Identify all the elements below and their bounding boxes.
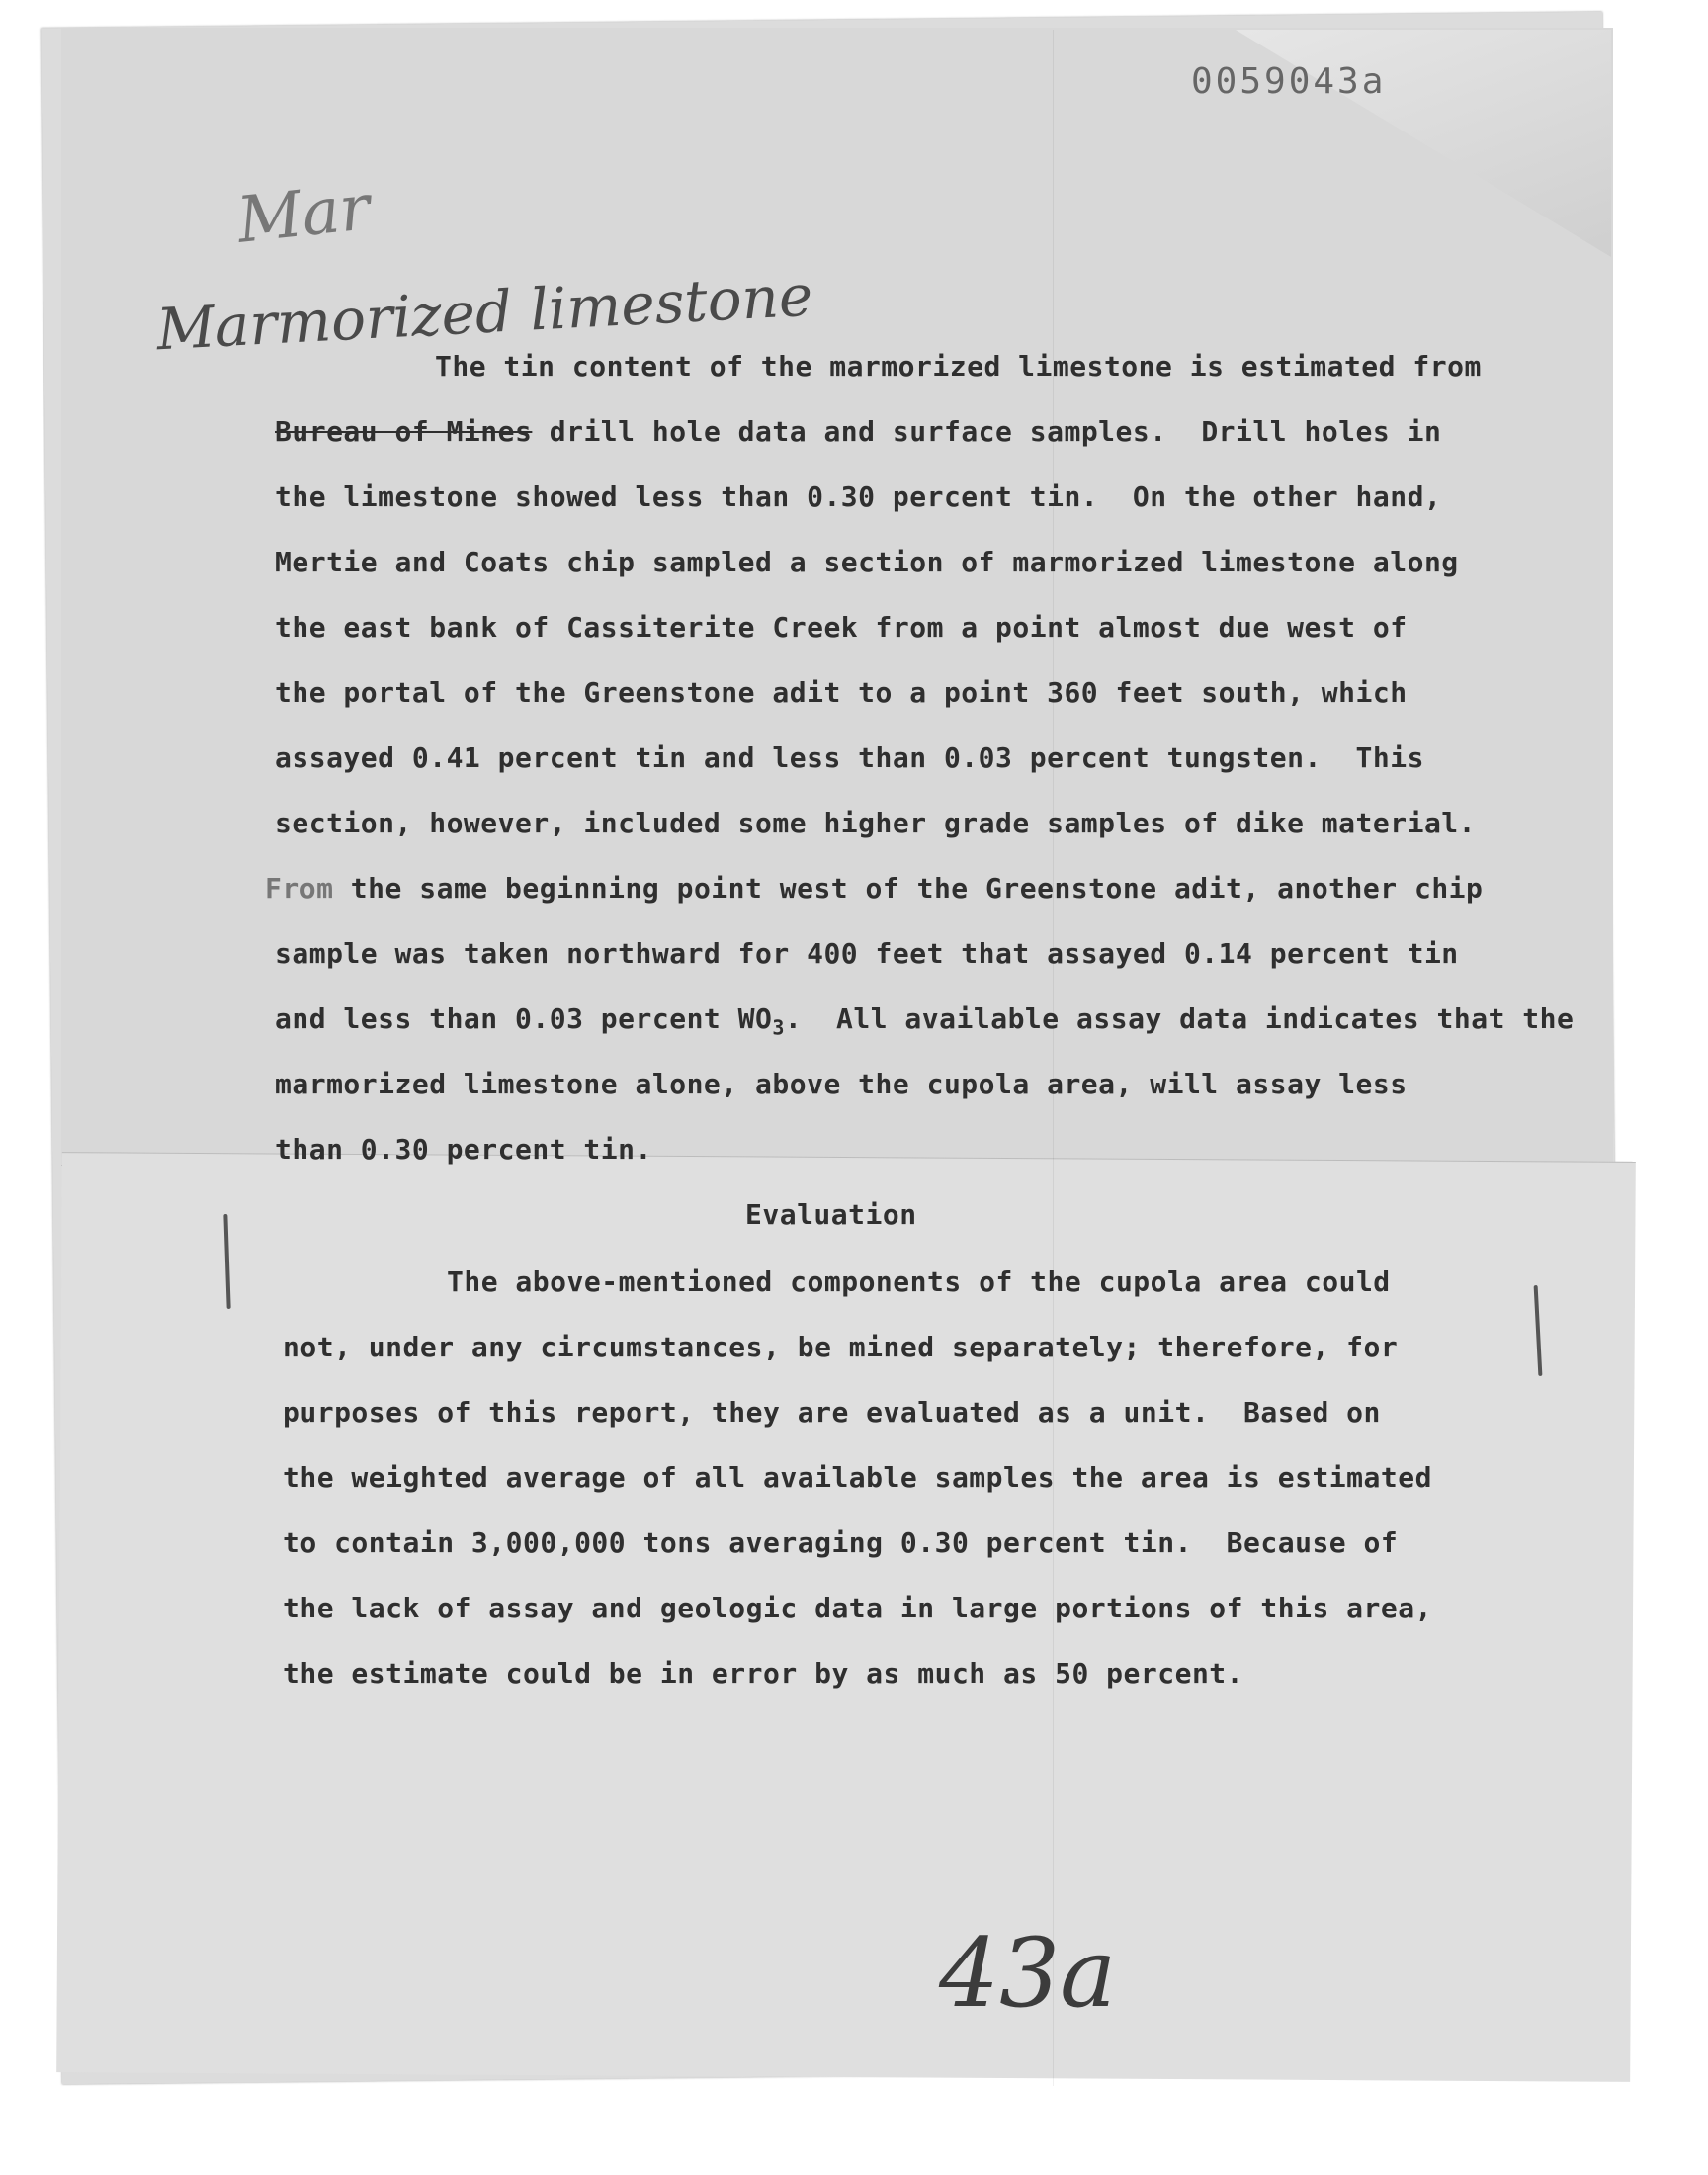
para1-line-11-text: and less than 0.03 percent WO (275, 1002, 773, 1035)
para2-line-7: the estimate could be in error by as much as 50 percent. (283, 1657, 1244, 1690)
para1-line-4: Mertie and Coats chip sampled a section of marmorized limestone along (275, 546, 1459, 578)
para1-line-9-text: the same beginning point west of the Greenstone adit, another chip (350, 872, 1484, 905)
para1-line-5: the east bank of Cassiterite Creek from a point almost due west of (275, 611, 1408, 644)
para1-line-3: the limestone showed less than 0.30 percent tin. On the other hand, (275, 480, 1442, 513)
para2-line-3: purposes of this report, they are evaluated as a unit. Based on (283, 1396, 1381, 1429)
handwritten-heading: Marmorized limestone (154, 261, 814, 364)
para2-line-4: the weighted average of all available samples the area is estimated (283, 1461, 1432, 1494)
para2-line-6: the lack of assay and geologic data in large portions of this area, (283, 1592, 1432, 1624)
overtyped-from: From (265, 872, 334, 905)
para1-line-2 (275, 415, 1441, 448)
para1-line-13: than 0.30 percent tin. (275, 1133, 652, 1166)
fold-crease (1053, 30, 1054, 2086)
para1-line-2-text: drill hole data and surface samples. Drill holes in (549, 415, 1442, 448)
para1-line-12: marmorized limestone alone, above the cupola area, will assay less (275, 1068, 1408, 1100)
para1-line-11-rest: . All available assay data indicates that the (784, 1002, 1575, 1035)
subscript-3: 3 (772, 1015, 785, 1040)
para2-line-1: The above-mentioned components of the cupola area could (447, 1265, 1391, 1298)
para1-line-9 (265, 872, 1483, 905)
handwritten-abbrev: Mar (233, 171, 374, 258)
para1-line-10: sample was taken northward for 400 feet that assayed 0.14 percent tin (275, 937, 1459, 970)
para2-line-2: not, under any circumstances, be mined separately; therefore, for (283, 1331, 1399, 1363)
para1-line-6: the portal of the Greenstone adit to a point 360 feet south, which (275, 676, 1408, 709)
document-stamp-number: 0059043a (1191, 61, 1387, 102)
section-heading: Evaluation (745, 1198, 917, 1231)
para1-line-1: The tin content of the marmorized limestone is estimated from (435, 350, 1482, 383)
struck-text: Bureau of Mines (275, 415, 533, 448)
handwritten-page-label: 43a (939, 1918, 1117, 2029)
para1-line-8: section, however, included some higher grade samples of dike material. (275, 807, 1477, 839)
para2-line-5: to contain 3,000,000 tons averaging 0.30 percent tin. Because of (283, 1526, 1399, 1559)
para1-line-11 (275, 1002, 1574, 1040)
para1-line-7: assayed 0.41 percent tin and less than 0.03 percent tungsten. This (275, 741, 1424, 774)
